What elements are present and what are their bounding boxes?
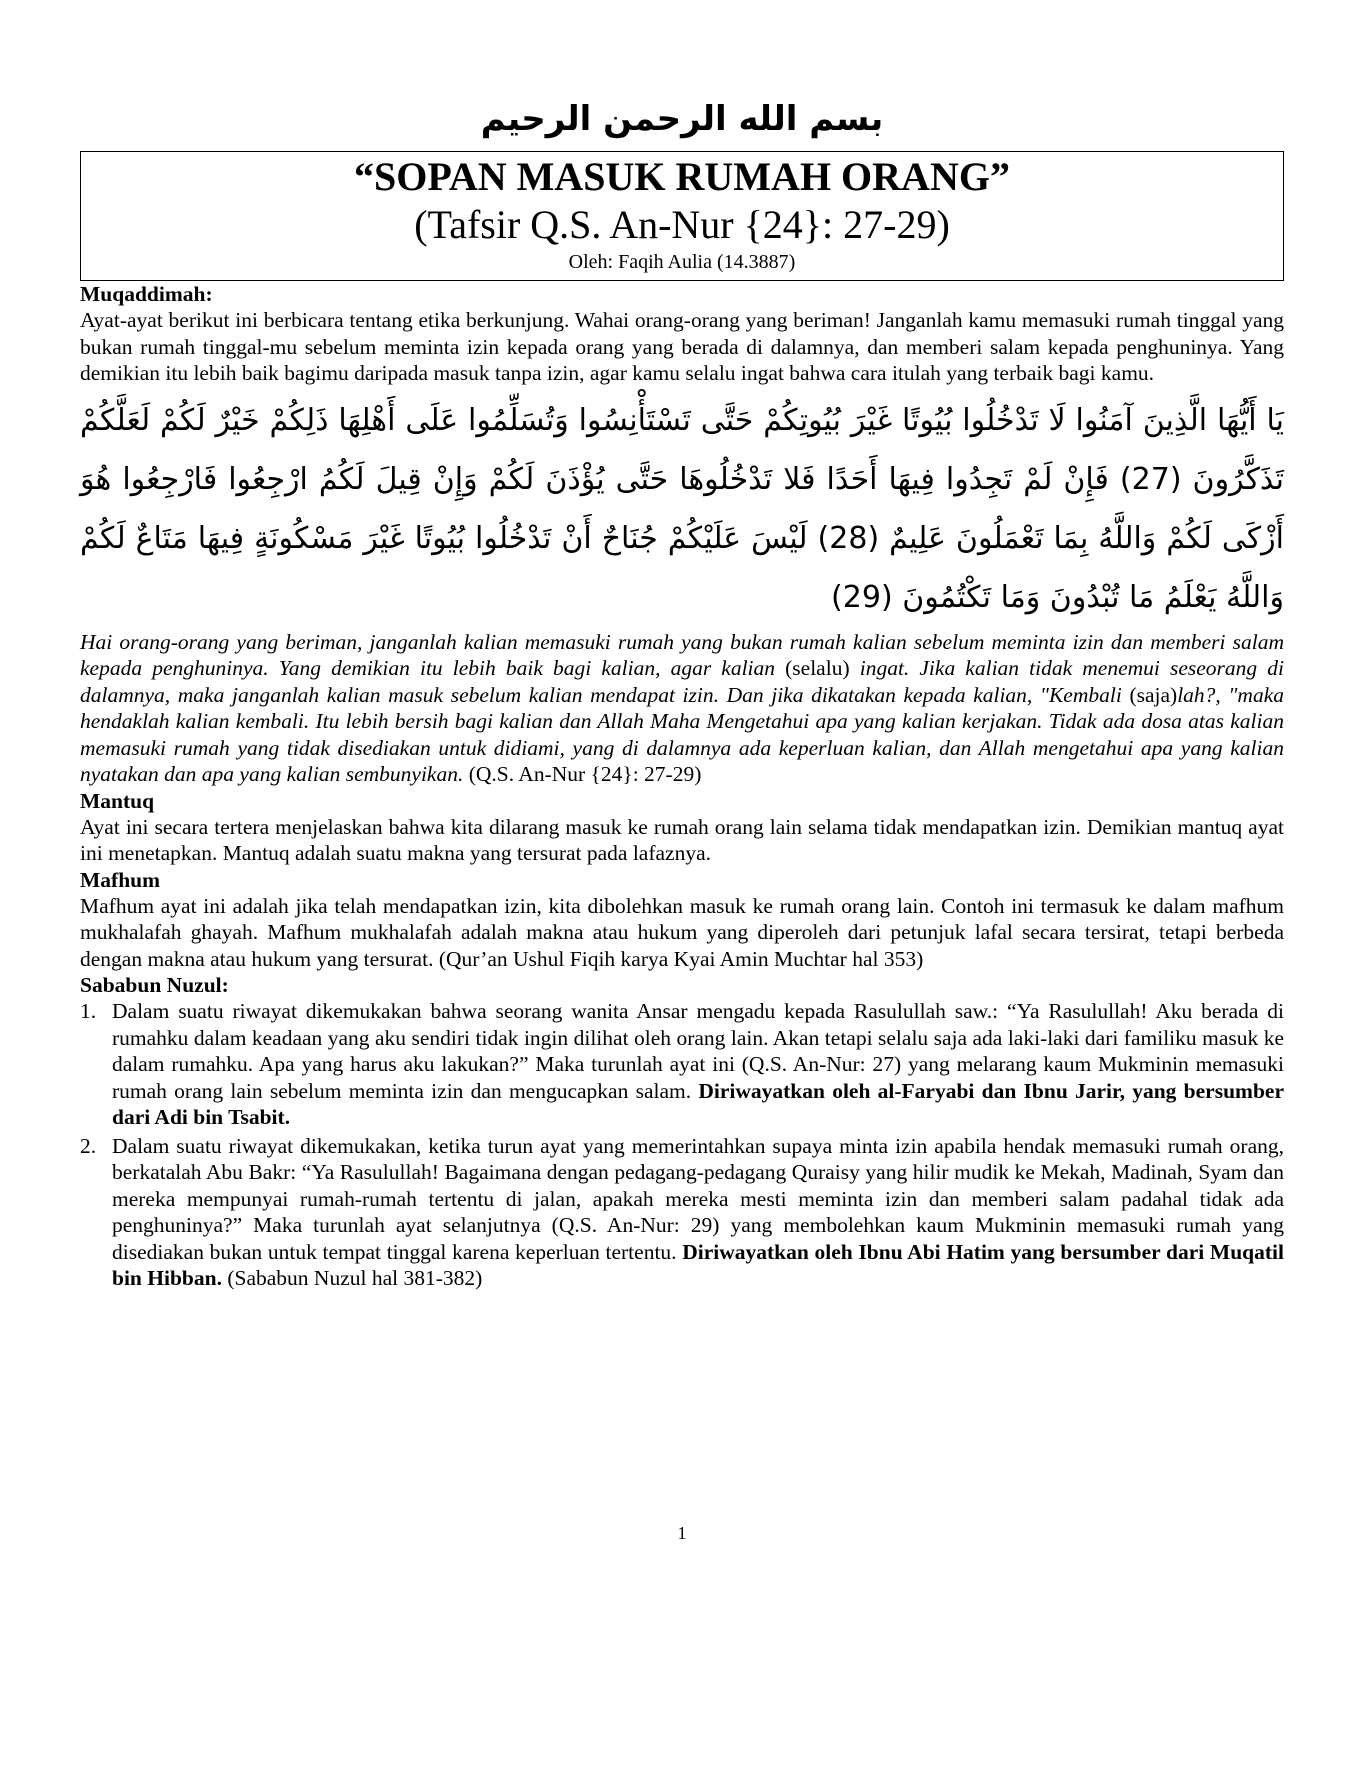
sababun-nuzul-list	[80, 998, 1284, 1292]
mafhum-text: Mafhum ayat ini adalah jika telah mendapatkan izin, kita dibolehkan masuk ke rumah orang lain. Contoh ini termasuk ke dalam mafhum mukhalafah ghayah. Mafhum mukhalafah adalah makna atau hukum yang diperoleh dari petunjuk lafal secara tersirat, tetapi berbeda dengan makna atau hukum yang tersurat. (Qur’an Ushul Fiqih karya Kyai Amin Muchtar hal 353)	[80, 893, 1284, 971]
mafhum-heading: Mafhum	[80, 867, 161, 892]
mantuq-text: Ayat ini secara tertera menjelaskan bahwa kita dilarang masuk ke rumah orang lain selama tidak mendapatkan izin. Demikian mantuq ayat ini menetapkan. Mantuq adalah suatu makna yang tersurat pada lafaznya.	[80, 814, 1284, 865]
translation-part: (saja)	[1129, 682, 1178, 707]
muqaddimah-text: Ayat-ayat berikut ini berbicara tentang etika berkunjung. Wahai orang-orang yang beriman! Janganlah kamu memasuki rumah tinggal yang bukan rumah tinggal-mu sebelum meminta izin kepada orang yang berada di dalamnya, dan memberi salam kepada penghuninya. Yang demikian itu lebih baik bagimu daripada masuk tanpa izin, agar kamu selalu ingat bahwa cara itulah yang terbaik bagi kamu.	[80, 308, 1284, 385]
list-item-after: (Sababun Nuzul hal 381-382)	[221, 1266, 483, 1290]
document-page	[80, 95, 1284, 1294]
list-item	[80, 998, 1284, 1131]
verse-translation	[80, 629, 1284, 788]
list-item-number: 1.	[80, 999, 97, 1023]
list-item-source: Diriwayatkan oleh Ibnu Abi Hatim yang bersumber dari Muqatil bin Hibban.	[112, 1239, 1284, 1290]
translation-part: (selalu)	[785, 656, 850, 680]
arabic-verse: يَا أَيُّهَا الَّذِينَ آمَنُوا لَا تَدْخُلُوا بُيُوتًا غَيْرَ بُيُوتِكُمْ حَتَّى تَسْتَأْنِسُوا وَتُسَلِّمُوا عَلَى أَهْلِهَا ذَلِكُمْ خَيْرٌ لَكُمْ لَعَلَّكُمْ تَذَكَّرُونَ (27) فَإِنْ لَمْ تَجِدُوا فِيهَا أَحَدًا فَلا تَدْخُلُوهَا حَتَّى يُؤْذَنَ لَكُمْ وَإِنْ قِيلَ لَكُمُ ارْجِعُوا فَارْجِعُوا هُوَ أَزْكَى لَكُمْ وَاللَّهُ بِمَا تَعْمَلُونَ عَلِيمٌ (28) لَيْسَ عَلَيْكُمْ جُنَاحٌ أَنْ تَدْخُلُوا بُيُوتًا غَيْرَ مَسْكُونَةٍ فِيهَا مَتَاعٌ لَكُمْ وَاللَّهُ يَعْلَمُ مَا تُبْدُونَ وَمَا تَكْتُمُونَ (29)	[80, 402, 1284, 615]
translation-part: Hai orang-orang yang beriman, janganlah kalian memasuki rumah yang bukan rumah kalian sebelum meminta izin dan memberi salam kepada penghuninya. Yang demikian itu lebih baik bagi kalian, agar kalian	[80, 629, 1284, 680]
title-box	[80, 151, 1284, 281]
document-title: “SOPAN MASUK RUMAH ORANG”	[354, 154, 1010, 199]
list-item-text: Dalam suatu riwayat dikemukakan, ketika turun ayat yang memerintahkan supaya minta izin apabila hendak memasuki rumah orang, berkatalah Abu Bakr: “Ya Rasulullah! Bagaimana dengan pedagang-pedagang Quraisy yang hilir mudik ke Mekah, Madinah, Syam dan mereka mempunyai rumah-rumah tertentu di jalan, apakah mereka mesti meminta izin dan memberi salam padahal tidak ada penghuninya?” Maka turunlah ayat selanjutnya (Q.S. An-Nur: 29) yang membolehkan kaum Mukminin memasuki rumah yang disediakan bukan untuk tempat tinggal karena keperluan tertentu.	[112, 1133, 1284, 1264]
page-number: 1	[677, 1523, 687, 1543]
translation-reference: (Q.S. An-Nur {24}: 27-29)	[463, 762, 702, 786]
mantuq-heading: Mantuq	[80, 788, 155, 813]
translation-part: ingat. Jika kalian tidak menemui seseorang di dalamnya, maka janganlah kalian masuk sebelum kalian mendapat izin. Dan jika dikatakan kepada kalian, "Kembali	[80, 656, 1284, 707]
list-item-source: Diriwayatkan oleh al-Faryabi dan Ibnu Jarir, yang bersumber dari Adi bin Tsabit.	[112, 1078, 1284, 1129]
document-author: Oleh: Faqih Aulia (14.3887)	[568, 251, 796, 273]
list-item	[80, 1133, 1284, 1292]
muqaddimah-heading: Muqaddimah:	[80, 282, 213, 306]
document-subtitle: (Tafsir Q.S. An-Nur {24}: 27-29)	[414, 202, 950, 247]
list-item-number: 2.	[80, 1133, 97, 1158]
list-item-text: Dalam suatu riwayat dikemukakan bahwa seorang wanita Ansar mengadu kepada Rasulullah saw.: “Ya Rasulullah! Aku berada di rumahku dalam keadaan yang aku sendiri tidak ingin dilihat oleh orang lain. Akan tetapi selalu saja ada laki-laki dari familiku masuk ke dalam rumahku. Apa yang harus aku lakukan?” Maka turunlah ayat ini (Q.S. An-Nur: 27) yang melarang kaum Mukminin memasuki rumah orang lain sebelum meminta izin dan mengucapkan salam.	[112, 999, 1284, 1103]
document-body	[80, 281, 1284, 1292]
basmalah: بسم الله الرحمن الرحيم	[480, 99, 884, 139]
translation-part: lah?, "maka hendaklah kalian kembali. Itu lebih bersih bagi kalian dan Allah Maha Mengetahui apa yang kalian kerjakan. Tidak ada dosa atas kalian memasuki rumah yang tidak disediakan untuk didiami, yang di dalamnya ada keperluan kalian, dan Allah mengetahui apa yang kalian nyatakan dan apa yang kalian sembunyikan.	[80, 682, 1285, 786]
sababun-nuzul-heading: Sababun Nuzul:	[80, 973, 229, 997]
